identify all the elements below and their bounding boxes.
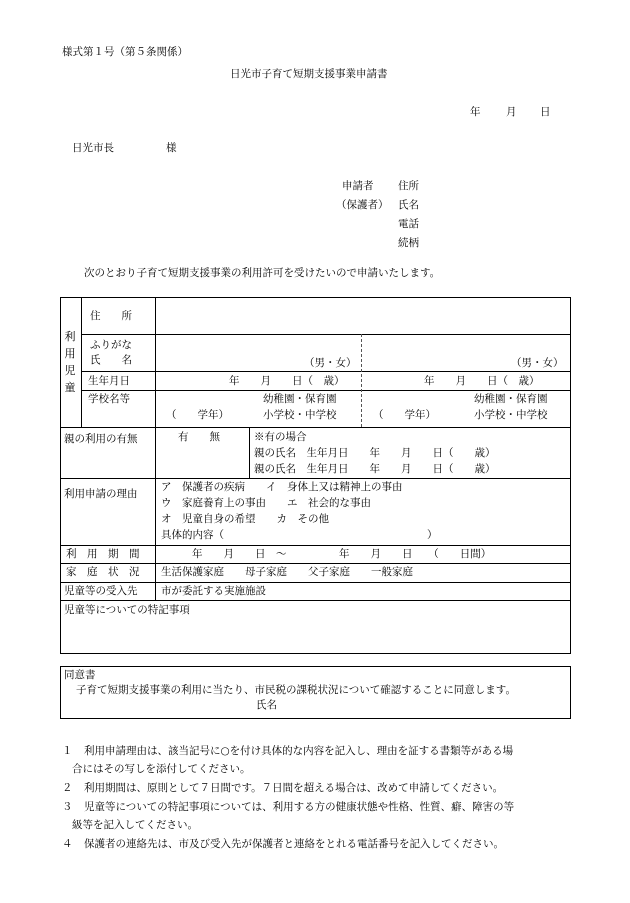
- receiver-label: 児童等の受入先: [64, 585, 138, 597]
- child-1-gender[interactable]: （男・女）: [304, 357, 357, 369]
- applicant-label: 申請者: [342, 180, 374, 192]
- note-3-number: ３: [62, 801, 73, 813]
- form-number: 様式第１号（第５条関係）: [62, 46, 188, 58]
- note-1-number: １: [62, 745, 73, 757]
- reason-line-2[interactable]: ウ 家庭養育上の事由 エ 社会的な事由: [161, 497, 371, 509]
- consent-text: 子育て短期支援事業の利用に当たり、市民税の課税状況について確認することに同意します。: [76, 684, 516, 696]
- reason-detail-close: ）: [427, 529, 438, 541]
- parent-use-label: 親の利用の有無: [64, 433, 138, 445]
- reason-line-3[interactable]: オ 児童自身の希望 カ その他: [161, 513, 329, 525]
- family-label: 家 庭 状 況: [66, 566, 140, 578]
- child-1-school-type-2[interactable]: 小学校・中学校: [263, 409, 337, 421]
- child-1-birth[interactable]: 年 月 日（ 歳）: [229, 375, 345, 387]
- child-2-school-type-1[interactable]: 幼稚園・保育園: [474, 393, 548, 405]
- date-year: 年: [470, 106, 481, 118]
- reason-line-1[interactable]: ア 保護者の疾病 イ 身体上又は精神上の事由: [161, 481, 403, 493]
- period-label: 利 用 期 間: [66, 548, 140, 560]
- child-2-gender[interactable]: （男・女）: [511, 357, 564, 369]
- note-3-line-1: 児童等についての特記事項については、利用する方の健康状態や性格、性質、癖、障害の等: [84, 801, 515, 813]
- child-1-grade[interactable]: （ 学年）: [166, 409, 229, 421]
- note-1-line-1: 利用申請理由は、該当記号に○を付け具体的な内容を記入し、理由を証する書類等がある場: [84, 745, 514, 757]
- consent-name[interactable]: 氏名: [256, 699, 277, 711]
- note-3-line-2: 級等を記入してください。: [72, 819, 198, 831]
- guardian-label: （保護者）: [336, 199, 389, 211]
- parent-use-if-yes: ※有の場合: [254, 431, 307, 443]
- child-1-school-type-1[interactable]: 幼稚園・保育園: [263, 393, 337, 405]
- child-name-label: 氏 名: [90, 354, 132, 366]
- note-4-number: ４: [62, 838, 73, 850]
- child-address-label: 住 所: [90, 310, 132, 322]
- applicant-name[interactable]: 氏名: [398, 199, 419, 211]
- note-2-number: ２: [62, 782, 73, 794]
- addressee: 日光市長: [72, 142, 114, 154]
- parent-use-options[interactable]: 有 無: [178, 431, 220, 443]
- period-value[interactable]: 年 月 日 ～ 年 月 日 （ 日間）: [192, 548, 492, 560]
- child-2-school-type-2[interactable]: 小学校・中学校: [474, 409, 548, 421]
- date-month: 月: [506, 106, 517, 118]
- furigana-label: ふりがな: [90, 339, 132, 351]
- school-label: 学校名等: [88, 393, 130, 405]
- reason-detail-label[interactable]: 具体的内容（: [161, 529, 224, 541]
- family-value[interactable]: 生活保護家庭 母子家庭 父子家庭 一般家庭: [161, 566, 413, 578]
- parent-row-2[interactable]: 親の氏名 生年月日 年 月 日（ 歳）: [254, 463, 496, 475]
- child-side-label: 利用児童: [64, 330, 76, 394]
- birth-label: 生年月日: [88, 375, 130, 387]
- date-day: 日: [540, 106, 551, 118]
- child-2-birth[interactable]: 年 月 日（ 歳）: [424, 375, 540, 387]
- applicant-address[interactable]: 住所: [398, 180, 419, 192]
- child-2-grade[interactable]: （ 学年）: [373, 409, 436, 421]
- applicant-relation[interactable]: 続柄: [398, 237, 419, 249]
- consent-title: 同意書: [64, 669, 96, 681]
- applicant-phone[interactable]: 電話: [398, 218, 419, 230]
- form-title: 日光市子育て短期支援事業申請書: [230, 68, 388, 80]
- reason-label: 利用申請の理由: [64, 488, 138, 500]
- intro-text: 次のとおり子育て短期支援事業の利用許可を受けたいので申請いたします。: [84, 267, 441, 279]
- special-label: 児童等についての特記事項: [64, 604, 190, 616]
- receiver-value: 市が委託する実施施設: [161, 585, 266, 597]
- note-2-line-1: 利用期間は、原則として７日間です。７日間を超える場合は、改めて申請してください。: [84, 782, 504, 794]
- note-1-line-2: 合にはその写しを添付してください。: [72, 763, 251, 775]
- note-4-line-1: 保護者の連絡先は、市及び受入先が保護者と連絡をとれる電話番号を記入してください。: [84, 838, 504, 850]
- honorific: 様: [166, 142, 177, 154]
- parent-row-1[interactable]: 親の氏名 生年月日 年 月 日（ 歳）: [254, 447, 496, 459]
